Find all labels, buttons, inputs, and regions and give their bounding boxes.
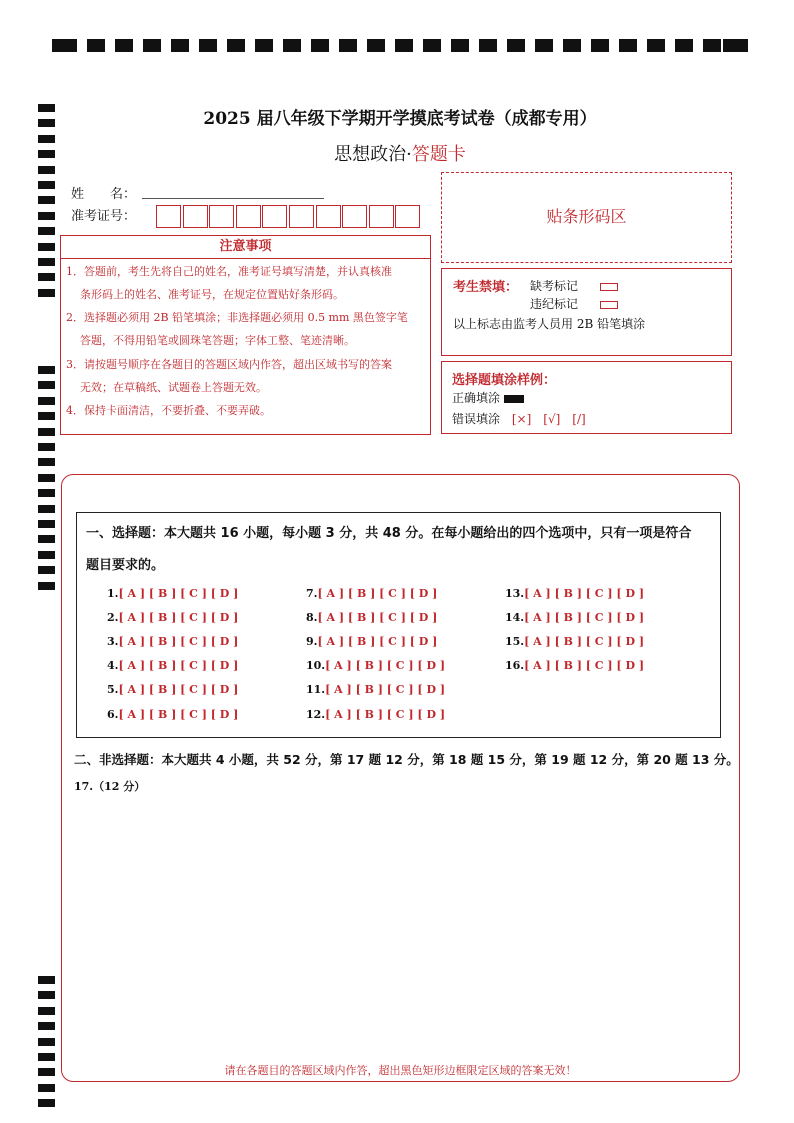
mcq-question bbox=[306, 635, 437, 648]
timing-mark bbox=[38, 428, 55, 436]
mcq-heading-line1: 一、选择题：本大题共 16 小题，每小题 3 分，共 48 分。在每小题给出的四个选项中，只有一项是符合 bbox=[86, 526, 692, 541]
wrong-fill-samples: [×] [√] [/] bbox=[511, 412, 586, 426]
timing-mark bbox=[38, 381, 55, 389]
notice-line: 条形码上的姓名、准考证号，在规定位置贴好条形码。 bbox=[80, 288, 344, 301]
timing-mark bbox=[38, 520, 55, 528]
exam-marks-note: 以上标志由监考人员用 2B 铅笔填涂 bbox=[453, 317, 646, 331]
timing-mark bbox=[38, 196, 55, 204]
mcq-answer-options[interactable]: [ A ] [ B ] [ C ] [ D ] bbox=[317, 587, 438, 600]
mcq-question bbox=[107, 683, 238, 696]
name-label: 姓 名： bbox=[71, 187, 137, 202]
timing-mark bbox=[38, 166, 55, 174]
mcq-heading-line2: 题目要求的。 bbox=[86, 558, 165, 573]
footer-warning: 请在各题目的答题区域内作答，超出黑色矩形边框限定区域的答案无效！ bbox=[224, 1064, 577, 1077]
notice-line: 无效；在草稿纸、试题卷上答题无效。 bbox=[80, 381, 267, 394]
mcq-question-number: 2. bbox=[107, 611, 119, 625]
correct-fill-label: 正确填涂 bbox=[452, 391, 501, 405]
exam-id-digit-box[interactable] bbox=[156, 205, 181, 228]
timing-mark bbox=[38, 474, 55, 482]
timing-mark bbox=[38, 227, 55, 235]
mcq-question bbox=[107, 635, 238, 648]
timing-mark bbox=[38, 273, 55, 281]
mcq-answer-options[interactable]: [ A ] [ B ] [ C ] [ D ] bbox=[118, 635, 239, 649]
timing-mark bbox=[38, 181, 55, 189]
correct-fill-row bbox=[452, 389, 524, 406]
timing-mark bbox=[38, 135, 55, 143]
timing-mark bbox=[38, 1068, 55, 1076]
exam-id-digit-box[interactable] bbox=[209, 205, 234, 228]
mcq-answer-options[interactable]: [ A ] [ B ] [ C ] [ D ] bbox=[325, 683, 446, 697]
mcq-question bbox=[505, 635, 644, 648]
mcq-question-number: 8. bbox=[306, 611, 318, 625]
mcq-question-number: 6. bbox=[107, 707, 119, 721]
mcq-question bbox=[306, 587, 437, 600]
page-subtitle bbox=[120, 140, 680, 166]
mcq-question-number: 10. bbox=[306, 659, 326, 673]
exam-id-label: 准考证号： bbox=[71, 209, 137, 224]
mcq-question bbox=[107, 587, 238, 600]
timing-mark bbox=[38, 1084, 55, 1092]
notice-heading: 注意事项 bbox=[60, 235, 431, 259]
timing-mark bbox=[38, 150, 55, 158]
violation-mark-label: 违纪标记 bbox=[530, 297, 579, 311]
name-field[interactable] bbox=[142, 198, 324, 199]
mcq-answer-options[interactable]: [ A ] [ B ] [ C ] [ D ] bbox=[118, 683, 239, 697]
mcq-question-number: 13. bbox=[505, 587, 525, 600]
timing-mark bbox=[38, 1053, 55, 1061]
timing-mark bbox=[38, 1099, 55, 1107]
timing-mark bbox=[38, 412, 55, 420]
timing-mark bbox=[38, 489, 55, 497]
barcode-label: 贴条形码区 bbox=[546, 207, 627, 226]
timing-mark bbox=[38, 1038, 55, 1046]
absent-mark-row bbox=[530, 277, 618, 294]
mcq-question-number: 1. bbox=[107, 587, 119, 600]
timing-mark bbox=[38, 243, 55, 251]
subject-name: 思想政治· bbox=[334, 144, 412, 165]
mcq-question-number: 4. bbox=[107, 659, 119, 673]
timing-mark bbox=[38, 119, 55, 127]
mcq-answer-options[interactable]: [ A ] [ B ] [ C ] [ D ] bbox=[118, 707, 239, 721]
exam-id-digit-box[interactable] bbox=[236, 205, 261, 228]
timing-mark bbox=[38, 289, 55, 297]
mcq-answer-options[interactable]: [ A ] [ B ] [ C ] [ D ] bbox=[325, 659, 446, 673]
mcq-question-number: 11. bbox=[306, 683, 326, 697]
timing-mark bbox=[38, 458, 55, 466]
timing-mark bbox=[38, 566, 55, 574]
wrong-fill-row bbox=[452, 410, 586, 427]
timing-mark bbox=[38, 366, 55, 374]
mcq-answer-options[interactable]: [ A ] [ B ] [ C ] [ D ] bbox=[317, 611, 438, 625]
timing-mark bbox=[38, 1007, 55, 1015]
absent-mark-label: 缺考标记 bbox=[530, 279, 579, 293]
exam-id-digit-box[interactable] bbox=[369, 205, 394, 228]
timing-mark bbox=[38, 505, 55, 513]
mcq-question-number: 14. bbox=[505, 611, 525, 625]
correct-fill-sample bbox=[504, 395, 524, 403]
section2-heading: 二、非选择题：本大题共 4 小题，共 52 分，第 17 题 12 分，第 18 题 15 分，第 19 题 12 分，第 20 题 13 分。 bbox=[74, 752, 739, 767]
timing-mark bbox=[38, 551, 55, 559]
wrong-fill-label: 错误填涂 bbox=[452, 412, 501, 426]
exam-id-digit-box[interactable] bbox=[395, 205, 420, 228]
absent-mark-box[interactable] bbox=[600, 283, 618, 291]
top-timing-marks bbox=[52, 39, 748, 52]
exam-id-digit-box[interactable] bbox=[183, 205, 208, 228]
violation-mark-row bbox=[530, 295, 618, 312]
mcq-question-number: 9. bbox=[306, 635, 318, 649]
mcq-question bbox=[306, 659, 445, 672]
mcq-question bbox=[306, 611, 437, 624]
mcq-question bbox=[107, 708, 238, 721]
mcq-answer-options[interactable]: [ A ] [ B ] [ C ] [ D ] bbox=[524, 659, 645, 673]
mcq-question bbox=[505, 659, 644, 672]
timing-mark bbox=[38, 258, 55, 266]
mcq-question-number: 15. bbox=[505, 635, 525, 649]
notice-line: 答题，不得用铅笔或圆珠笔答题；字体工整、笔迹清晰。 bbox=[80, 334, 355, 347]
timing-mark bbox=[38, 535, 55, 543]
mcq-answer-options[interactable]: [ A ] [ B ] [ C ] [ D ] bbox=[524, 635, 645, 649]
notice-line: 4．保持卡面清洁，不要折叠、不要弄破。 bbox=[66, 404, 271, 417]
mcq-answer-options[interactable]: [ A ] [ B ] [ C ] [ D ] bbox=[524, 611, 645, 625]
answer-card-label: 答题卡 bbox=[411, 144, 466, 165]
mcq-answer-options[interactable]: [ A ] [ B ] [ C ] [ D ] bbox=[317, 635, 438, 649]
mcq-question-number: 12. bbox=[306, 707, 326, 721]
timing-mark bbox=[38, 582, 55, 590]
exam-id-digit-box[interactable] bbox=[316, 205, 341, 228]
mcq-question bbox=[505, 611, 644, 624]
fill-sample-heading: 选择题填涂样例： bbox=[452, 373, 557, 388]
timing-mark bbox=[38, 104, 55, 112]
mcq-answer-options[interactable]: [ A ] [ B ] [ C ] [ D ] bbox=[118, 659, 239, 673]
notice-line: 1．答题前，考生先将自己的姓名，准考证号填写清楚，并认真核准 bbox=[66, 265, 392, 278]
mcq-answer-options[interactable]: [ A ] [ B ] [ C ] [ D ] bbox=[524, 587, 645, 600]
question-17-label: 17.（12 分） bbox=[74, 780, 146, 793]
timing-mark bbox=[38, 1022, 55, 1030]
mcq-question bbox=[107, 659, 238, 672]
timing-mark bbox=[38, 212, 55, 220]
exam-id-digit-box[interactable] bbox=[289, 205, 314, 228]
exam-id-digit-box[interactable] bbox=[342, 205, 367, 228]
notice-line: 3．请按题号顺序在各题目的答题区域内作答，超出区域书写的答案 bbox=[66, 358, 392, 371]
exam-id-boxes[interactable] bbox=[156, 205, 422, 228]
mcq-question-number: 7. bbox=[306, 587, 318, 600]
mcq-question bbox=[107, 611, 238, 624]
mcq-question-number: 3. bbox=[107, 635, 119, 649]
exam-marks-heading: 考生禁填： bbox=[453, 280, 519, 295]
mcq-question bbox=[505, 587, 644, 600]
mcq-answer-options[interactable]: [ A ] [ B ] [ C ] [ D ] bbox=[118, 611, 239, 625]
page-title: 2025 届八年级下学期开学摸底考试卷（成都专用） bbox=[203, 109, 597, 129]
mcq-answer-options[interactable]: [ A ] [ B ] [ C ] [ D ] bbox=[118, 587, 239, 600]
violation-mark-box[interactable] bbox=[600, 301, 618, 309]
mcq-answer-options[interactable]: [ A ] [ B ] [ C ] [ D ] bbox=[325, 707, 446, 721]
mcq-question-number: 5. bbox=[107, 683, 119, 697]
mcq-question bbox=[306, 683, 445, 696]
mcq-question-number: 16. bbox=[505, 659, 525, 673]
exam-id-digit-box[interactable] bbox=[262, 205, 287, 228]
mcq-question bbox=[306, 708, 445, 721]
timing-mark bbox=[38, 443, 55, 451]
notice-line: 2．选择题必须用 2B 铅笔填涂；非选择题必须用 0.5 mm 黑色签字笔 bbox=[66, 311, 408, 324]
timing-mark bbox=[38, 397, 55, 405]
timing-mark bbox=[38, 991, 55, 999]
timing-mark bbox=[38, 976, 55, 984]
